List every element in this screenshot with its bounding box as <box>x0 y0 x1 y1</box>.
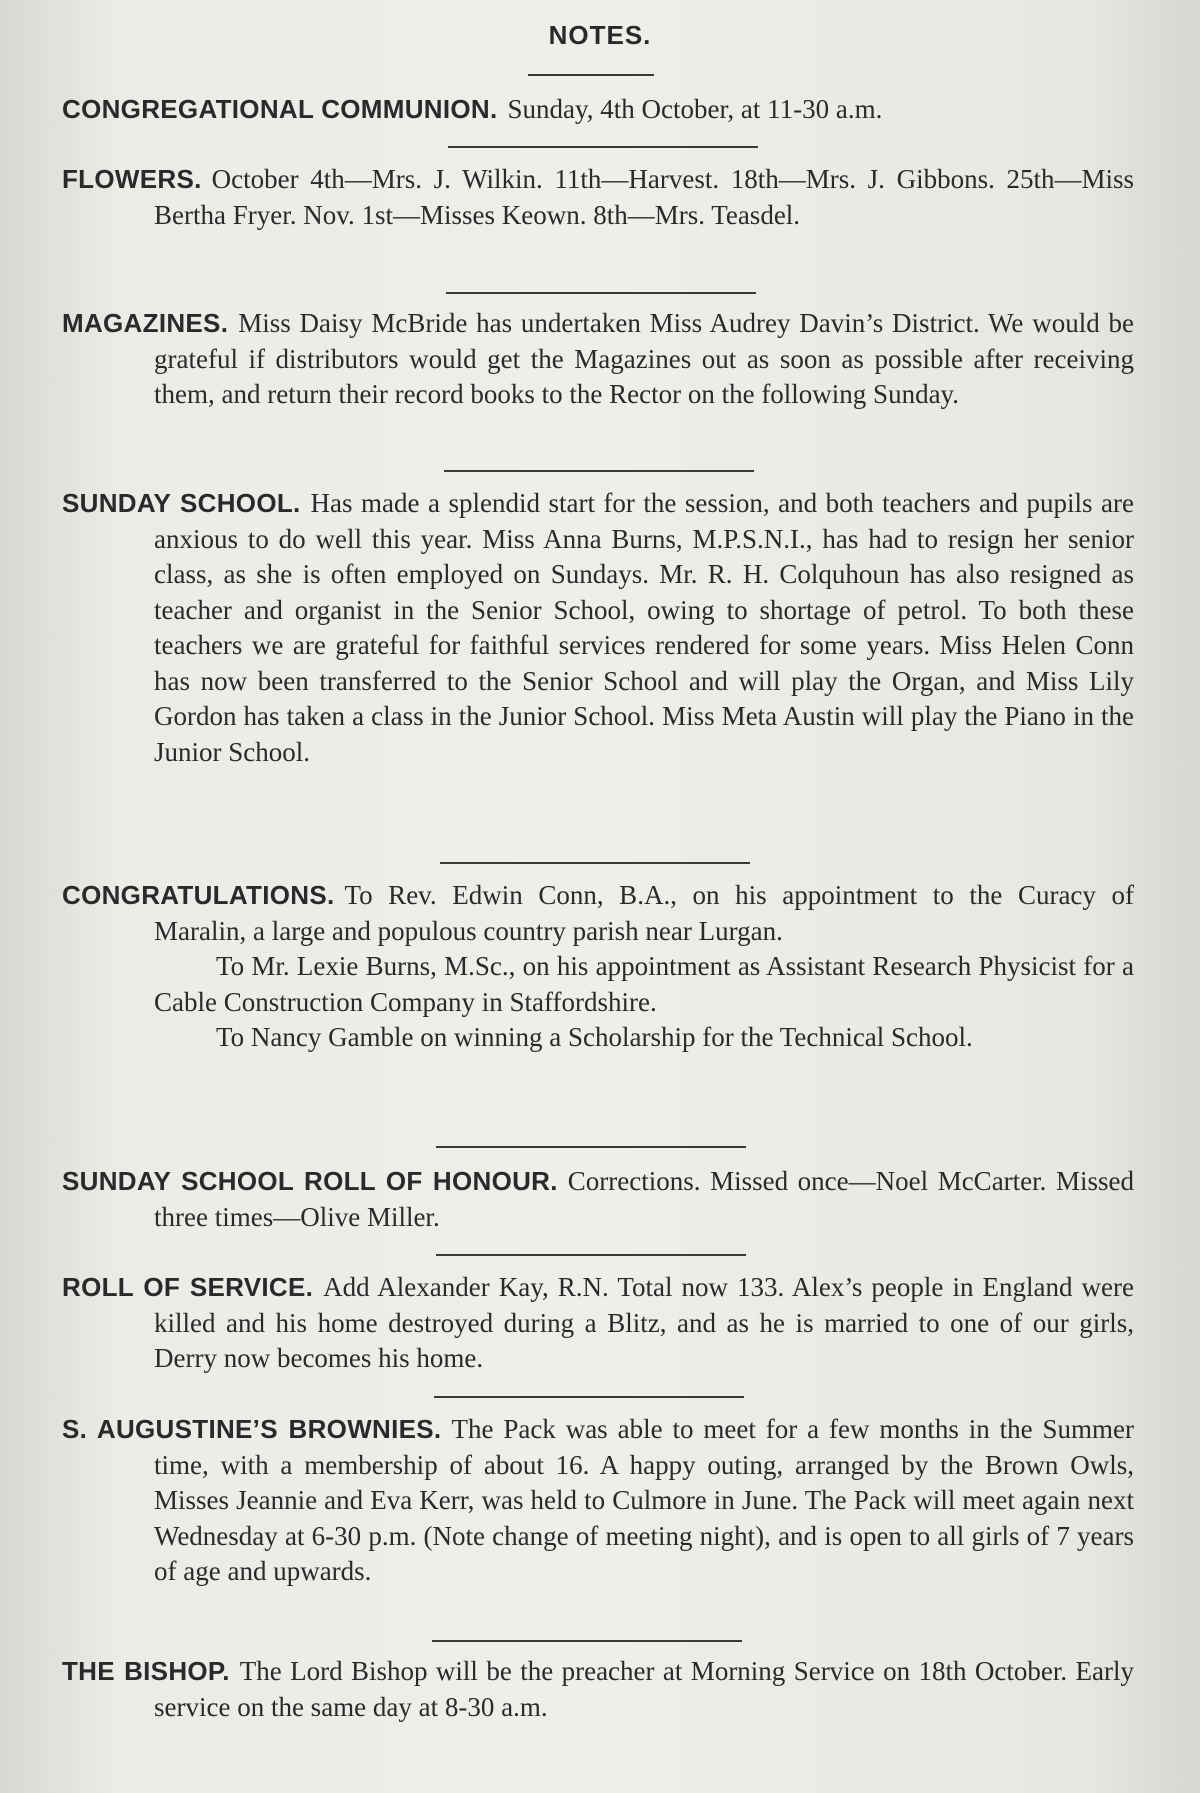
note-text: Sunday, 4th October, at 11-30 a.m. <box>507 94 883 124</box>
note-flowers <box>62 162 1134 233</box>
note-heading: SUNDAY SCHOOL ROLL OF HONOUR. <box>62 1166 558 1196</box>
title-rule <box>528 74 654 76</box>
note-text: The Lord Bishop will be the preacher at Morning Service on 18th October. Early service on the same day at 8-30 a.m. <box>154 1656 1134 1722</box>
note-roll-of-honour <box>62 1164 1134 1235</box>
divider <box>446 292 756 294</box>
divider <box>436 1254 746 1256</box>
note-roll-of-service <box>62 1270 1134 1377</box>
note-heading: SUNDAY SCHOOL. <box>62 488 301 518</box>
note-sunday-school <box>62 486 1134 770</box>
note-the-bishop <box>62 1654 1134 1725</box>
note-heading: FLOWERS. <box>62 164 202 194</box>
note-heading: MAGAZINES. <box>62 308 229 338</box>
page-title: NOTES. <box>548 20 652 50</box>
note-magazines <box>62 306 1134 413</box>
note-text: Miss Daisy McBride has undertaken Miss Audrey Davin’s District. We would be grateful if distributors would get the Magazines out as soon as possible after receiving them, and return their record books to the Rector on the following Sunday. <box>154 308 1134 409</box>
note-congregational-communion <box>62 92 1134 128</box>
divider <box>434 1396 744 1398</box>
note-heading: S. AUGUSTINE’S BROWNIES. <box>62 1414 442 1444</box>
divider <box>444 470 754 472</box>
note-text: To Nancy Gamble on winning a Scholarship for the Technical School. <box>216 1022 973 1052</box>
note-heading: THE BISHOP. <box>62 1656 230 1686</box>
note-heading: ROLL OF SERVICE. <box>62 1272 314 1302</box>
note-text: To Mr. Lexie Burns, M.Sc., on his appointment as Assistant Research Physicist for a Cable Construction Company in Staffordshire. <box>154 951 1134 1017</box>
note-text: Add Alexander Kay, R.N. Total now 133. Alex’s people in England were killed and his home destroyed during a Blitz, and as he is married to one of our girls, Derry now becomes his home. <box>154 1272 1135 1373</box>
note-text: Has made a splendid start for the session, and both teachers and pupils are anxious to do well this year. Miss Anna Burns, M.P.S.N.I., has had to resign her senior class, as she is often employed on Sundays. Mr. R. H. Colquhoun has also resigned as teacher and organist in the Senior School, owing to shortage of petrol. To both these teachers we are grateful for faithful services rendered for some years. Miss Helen Conn has now been transferred to the Senior School and will play the Organ, and Miss Lily Gordon has taken a class in the Junior School. Miss Meta Austin will play the Piano in the Junior School. <box>154 488 1134 767</box>
note-text: To Rev. Edwin Conn, B.A., on his appointment to the Curacy of Maralin, a large and populous country parish near Lurgan. <box>154 880 1134 946</box>
divider <box>448 146 758 148</box>
note-brownies <box>62 1412 1134 1590</box>
divider <box>432 1640 742 1642</box>
note-text: Corrections. Missed once—Noel McCarter. Missed three times—Olive Miller. <box>154 1166 1134 1232</box>
note-text: The Pack was able to meet for a few months in the Summer time, with a membership of about 16. A happy outing, arranged by the Brown Owls, Misses Jeannie and Eva Kerr, was held to Culmore in June. The Pack will meet again next Wednesday at 6-30 p.m. (Note change of meeting night), and is open to all girls of 7 years of age and upwards. <box>154 1414 1135 1586</box>
note-heading: CONGRATULATIONS. <box>62 880 335 910</box>
note-heading: CONGREGATIONAL COMMUNION. <box>62 94 498 124</box>
note-text: October 4th—Mrs. J. Wilkin. 11th—Harvest. 18th—Mrs. J. Gibbons. 25th—Miss Bertha Fryer. Nov. 1st—Misses Keown. 8th—Mrs. Teasdel. <box>154 164 1134 230</box>
divider <box>436 1146 746 1148</box>
divider <box>440 862 750 864</box>
note-congratulations <box>62 878 1134 1056</box>
